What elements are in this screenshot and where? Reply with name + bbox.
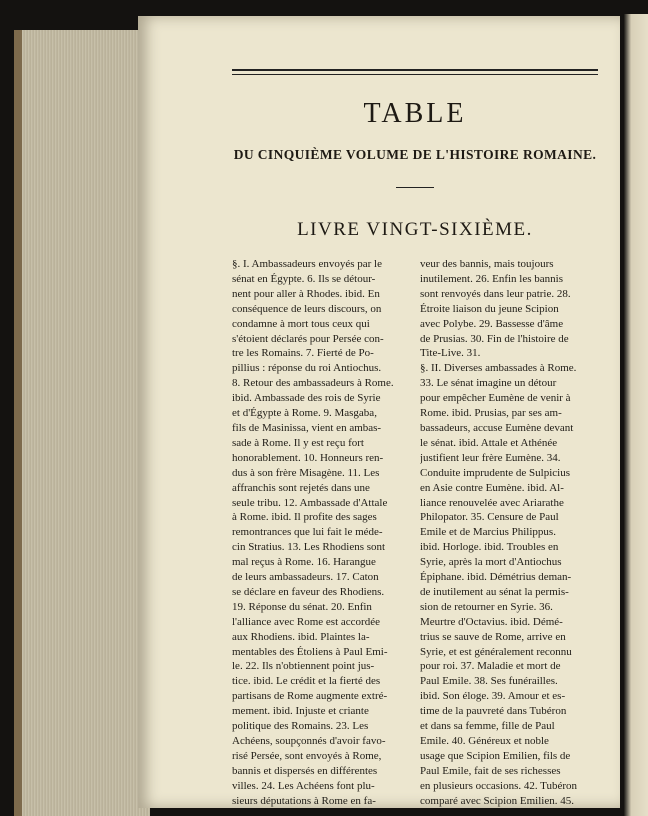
- text-line: ibid. Son éloge. 39. Amour et es-: [420, 690, 566, 703]
- text-line: justifient leur frère Eumène. 34.: [420, 451, 561, 464]
- text-line: s'étoient déclarés pour Persée con-: [232, 332, 384, 345]
- text-line: trius se sauve de Rome, arrive en: [420, 630, 566, 643]
- text-line: à Rome. ibid. Il profite des sages: [232, 511, 377, 524]
- text-line: ibid. Horloge. ibid. Troubles en: [420, 541, 559, 554]
- text-line: bassadeurs, accuse Eumène devant: [420, 421, 574, 434]
- text-line: tice. ibid. Le crédit et la fierté des: [232, 675, 381, 688]
- text-line: en plusieurs occasions. 42. Tubéron: [420, 779, 578, 792]
- text-line: sade à Rome. Il y est reçu fort: [232, 436, 364, 449]
- text-line: Emile et de Marcius Philippus.: [420, 526, 556, 539]
- text-line: honorablement. 10. Honneurs ren-: [232, 451, 384, 464]
- text-line: Rome. ibid. Prusias, par ses am-: [420, 407, 562, 420]
- text-line: et dans sa femme, fille de Paul: [420, 720, 555, 733]
- text-line: pillius : réponse du roi Antiochus.: [232, 362, 382, 375]
- text-line: sion de retourner en Syrie. 36.: [420, 600, 553, 613]
- text-line: Conduite imprudente de Sulpicius: [420, 466, 571, 479]
- text-line: 8. Retour des ambassadeurs à Rome.: [232, 377, 394, 390]
- text-line: pour empêcher Eumène de venir à: [420, 392, 571, 405]
- text-line: Syrie, après la mort d'Antiochus: [420, 556, 562, 569]
- text-line: de Prusias. 30. Fin de l'histoire de: [420, 332, 569, 345]
- header-rule-thin: [232, 74, 598, 75]
- text-column-right: [420, 257, 604, 809]
- text-line: 19. Réponse du sénat. 20. Enfin: [232, 600, 372, 613]
- text-line: remontrances que lui fait le méde-: [232, 526, 383, 539]
- text-line: et d'Égypte à Rome. 9. Masgaba,: [232, 407, 377, 420]
- text-line: le sénat. ibid. Attale et Athénée: [420, 436, 558, 449]
- text-line: sieurs députations à Rome en fa-: [232, 794, 376, 807]
- text-line: conséquence de leurs discours, on: [232, 302, 382, 315]
- text-line: 33. Le sénat imagine un détour: [420, 377, 557, 390]
- text-line: Achéens, soupçonnés d'avoir favo-: [232, 735, 386, 747]
- header-rule-thick: [232, 69, 598, 71]
- text-line: affranchis sont rejetés dans une: [232, 481, 370, 494]
- text-line: sont renvoyés dans leur patrie. 28.: [420, 287, 571, 300]
- text-line: politique des Romains. 23. Les: [232, 720, 369, 733]
- text-line: risé Persée, sont envoyés à Rome,: [232, 749, 382, 762]
- text-line: mal reçus à Rome. 16. Harangue: [232, 556, 376, 569]
- text-line: le. 22. Ils n'obtiennent point jus-: [232, 660, 375, 673]
- book-heading: LIVRE VINGT-SIXIÈME.: [297, 219, 533, 240]
- facing-page-edge: [624, 14, 648, 816]
- text-line: nent pour aller à Rhodes. ibid. En: [232, 287, 380, 300]
- text-line: Meurtre d'Octavius. ibid. Démé-: [420, 615, 563, 628]
- page-subtitle: DU CINQUIÈME VOLUME DE L'HISTOIRE ROMAINE.: [233, 147, 597, 162]
- text-line: en Asie contre Eumène. ibid. Al-: [420, 481, 564, 494]
- text-line: Philopator. 35. Censure de Paul: [420, 511, 559, 524]
- text-line: l'alliance avec Rome est accordée: [232, 615, 380, 628]
- text-line: cin Stratius. 13. Les Rhodiens sont: [232, 541, 386, 554]
- text-line: seule tribu. 12. Ambassade d'Attale: [232, 496, 388, 509]
- text-line: time de la pauvreté dans Tubéron: [420, 705, 567, 718]
- text-line: avec Polybe. 29. Bassesse d'âme: [420, 317, 564, 330]
- text-line: de inutilement au sénat la permis-: [420, 585, 569, 598]
- text-column-left: [232, 257, 416, 809]
- text-line: liance renouvelée avec Ariarathe: [420, 496, 564, 509]
- text-line: ibid. Ambassade des rois de Syrie: [232, 392, 381, 405]
- text-line: se déclare en faveur des Rhodiens.: [232, 585, 385, 598]
- text-line: usage que Scipion Emilien, fils de: [420, 749, 571, 762]
- text-line: fils de Masinissa, vient en ambas-: [232, 421, 382, 434]
- text-line: comparé avec Scipion Emilien. 45.: [420, 794, 574, 807]
- text-line: pour roi. 37. Maladie et mort de: [420, 660, 561, 673]
- text-line: Syrie, et est généralement reconnu: [420, 645, 572, 658]
- text-line: villes. 24. Les Achéens font plu-: [232, 779, 375, 792]
- text-line: Étroite liaison du jeune Scipion: [420, 302, 559, 315]
- text-line: dus à son frère Misagène. 11. Les: [232, 466, 380, 479]
- text-line: veur des bannis, mais toujours: [420, 258, 554, 270]
- separator-rule: [396, 187, 434, 188]
- text-line: §. II. Diverses ambassades à Rome.: [420, 362, 577, 375]
- text-line: inutilement. 26. Enfin les bannis: [420, 272, 563, 285]
- text-line: mentables des Étoliens à Paul Emi-: [232, 645, 388, 658]
- text-line: bannis et dispersés en différentes: [232, 764, 378, 777]
- text-line: partisans de Rome augmente extré-: [232, 690, 388, 703]
- text-line: condamne à mort tous ceux qui: [232, 317, 370, 330]
- text-line: tre les Romains. 7. Fierté de Po-: [232, 347, 374, 360]
- text-line: Paul Emile. 38. Ses funérailles.: [420, 675, 558, 688]
- text-line: sénat en Égypte. 6. Ils se détour-: [232, 272, 376, 285]
- text-line: de leurs ambassadeurs. 17. Caton: [232, 571, 379, 584]
- text-line: Épiphane. ibid. Démétrius deman-: [420, 571, 572, 584]
- text-line: §. I. Ambassadeurs envoyés par le: [232, 258, 382, 270]
- text-line: Tite-Live. 31.: [420, 347, 481, 360]
- book-page-edges: [14, 30, 150, 816]
- text-line: Paul Emile, fait de ses richesses: [420, 764, 561, 777]
- text-line: mement. ibid. Injuste et criante: [232, 705, 369, 718]
- text-line: Emile. 40. Généreux et noble: [420, 735, 549, 747]
- text-line: aux Rhodiens. ibid. Plaintes la-: [232, 630, 370, 643]
- page-title: TABLE: [363, 98, 467, 129]
